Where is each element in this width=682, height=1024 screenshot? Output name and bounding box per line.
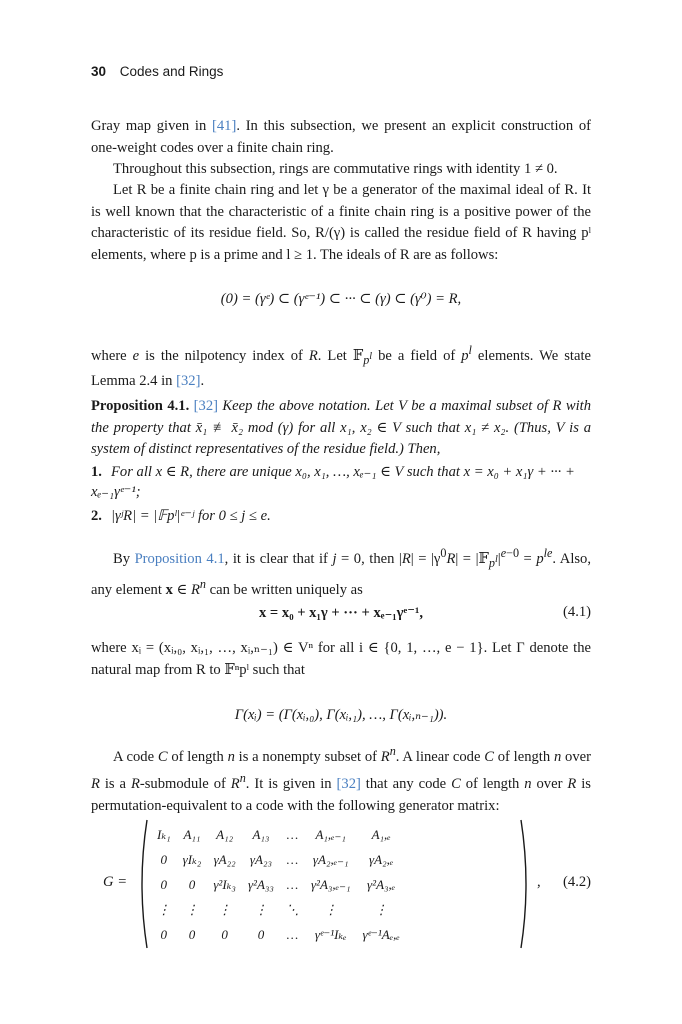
running-title: Codes and Rings — [119, 64, 224, 79]
equation-number-4-2: (4.2) — [563, 874, 591, 890]
matrix-cell: γ²A₃,ₑ — [367, 876, 396, 892]
matrix-cell: 0 — [188, 926, 196, 942]
matrix-cell: ⋮ — [254, 901, 268, 917]
paragraph-gray-map: Gray map given in [41]. In this subsection, we present an explicit construction of one-weight codes over a finite chain ring. — [91, 118, 591, 156]
matrix-cell: 0 — [221, 926, 228, 942]
matrix-cell: γ²Iₖ₃ — [213, 876, 236, 892]
paragraph-nilpotency: where e is the nilpotency index of R. Let 𝔽$_{p^l}$ be a field of $p^l$ elements. We state Lemma 2.4 in [32]. — [91, 343, 591, 390]
proposition-4-1 — [91, 396, 591, 461]
matrix-cell: ⋮ — [324, 901, 338, 917]
proposition-link[interactable]: Proposition 4.1 — [134, 550, 225, 567]
generator-matrix — [91, 818, 591, 948]
matrix-cell: γA₂,ₑ₋₁ — [312, 851, 349, 867]
matrix-cell: Iₖ₁ — [157, 826, 171, 842]
equation-gamma: Γ(xᵢ) = (Γ(xᵢ,₀), Γ(xᵢ,₁), …, Γ(xᵢ,ₙ₋₁)). — [234, 707, 448, 723]
matrix-cell: … — [286, 826, 299, 842]
matrix-cell: γ²A₃,ₑ₋₁ — [310, 876, 351, 892]
matrix-cell: 0 — [160, 876, 168, 892]
page-number: 30 — [91, 64, 107, 79]
paragraph-codes: A code C of length n is a nonempty subset of $R^n$. A linear code C of length n over R is a R-submodule of $R^n$. It is given in [32] that any code C of length n over R is permutation-equivalent to a code with the following generator matrix: — [91, 744, 591, 814]
matrix-cell: γIₖ₂ — [182, 851, 202, 867]
proposition-statement: Keep the above notation. Let V be a maximal subset of R with the property that x̄₁ ≢ x̄₂ mod (γ) for all x₁, x₂ ∈ V such that x₁ ≠ x₂. (Thus, V is a system of distinct representatives of the residue field.) Then, — [91, 398, 591, 457]
matrix-cell: γᵉ⁻¹Iₖₑ — [314, 926, 347, 942]
matrix-table — [151, 822, 406, 947]
equation-4-1: x = x₀ + x₁γ + ··· + xₑ₋₁γᵉ⁻¹, (4.1) — [258, 604, 591, 621]
citation-32[interactable]: [32] — [176, 373, 201, 390]
matrix-cell: γA₂₂ — [213, 851, 236, 867]
proposition-citation[interactable]: [32] — [193, 398, 218, 414]
running-header — [91, 64, 223, 79]
matrix-cell: 0 — [160, 926, 168, 942]
matrix-cell: γA₂,ₑ — [369, 851, 394, 867]
paragraph-gamma-map: where xᵢ = (xᵢ,₀, xᵢ,₁, …, xᵢ,ₙ₋₁) ∈ Vⁿ for all i ∈ {0, 1, …, e − 1}. Let Γ denote the natural map from R to 𝔽ⁿpˡ such that — [91, 640, 591, 678]
matrix-cell: … — [286, 851, 299, 867]
equation-number-4-1: (4.1) — [563, 604, 591, 620]
matrix-row — [151, 872, 406, 897]
matrix-cell: γ²A₃₃ — [247, 876, 274, 892]
citation-32-b[interactable]: [32] — [336, 776, 361, 793]
paragraph-cardinality: By Proposition 4.1, it is clear that if j = 0, then $|R| = |\gamma^0R|$ = $|𝔽_{p^l}|^{e-0} = p^{le}$. Also, any element x ∈ $R^n$ can be written uniquely as — [91, 546, 591, 599]
paragraph-rings-convention: Throughout this subsection, rings are commutative rings with identity 1 ≠ 0. — [113, 161, 558, 177]
matrix-cell: … — [286, 926, 299, 942]
matrix-cell: A₁₃ — [252, 826, 270, 842]
matrix-cell: A₁,ₑ₋₁ — [315, 826, 346, 842]
matrix-cell: … — [286, 876, 299, 892]
matrix-comma: , — [537, 874, 541, 890]
matrix-cell: γA₂₃ — [249, 851, 272, 867]
matrix-row — [151, 822, 406, 847]
paragraph-chain-ring: Let R be a finite chain ring and let γ be a generator of the maximal ideal of R. It is well known that the characteristic of a finite chain ring is a positive power of the characteristic of its residue field. So, R/(γ) is called the residue field of R having pˡ elements, where p is a prime and l ≥ 1. The ideals of R are as follows: — [91, 182, 591, 263]
matrix-cell: A₁₁ — [183, 826, 201, 842]
matrix-label: G = — [103, 874, 128, 890]
citation-41[interactable]: [41] — [211, 118, 237, 134]
matrix-cell: ⋮ — [218, 901, 232, 917]
matrix-row — [151, 847, 406, 872]
matrix-row — [151, 897, 406, 922]
matrix-cell: A₁₂ — [216, 826, 234, 842]
matrix-cell: 0 — [160, 851, 168, 867]
matrix-cell: 0 — [188, 876, 196, 892]
matrix-cell: ⋮ — [374, 901, 388, 917]
matrix-cell: γᵉ⁻¹Aₑ,ₑ — [362, 926, 400, 942]
proposition-item-1: 1. For all x ∈ R, there are unique x₀, x₁, …, xₑ₋₁ ∈ V such that x = x₀ + x₁γ + ··· + xₑ₋₁γᵉ⁻¹; — [91, 464, 575, 500]
matrix-cell: 0 — [257, 926, 265, 942]
proposition-label: Proposition 4.1. — [91, 398, 190, 414]
matrix-cell: A₁,ₑ — [371, 826, 391, 842]
matrix-cell: ⋮ — [185, 901, 199, 917]
matrix-row — [151, 922, 406, 947]
right-paren — [519, 818, 533, 950]
equation-ideal-chain: (0) = (γᵉ) ⊂ (γᵉ⁻¹) ⊂ ··· ⊂ (γ) ⊂ (γ⁰) = R, — [220, 291, 462, 307]
matrix-cell: ⋱ — [285, 901, 299, 917]
proposition-item-2: 2. |γʲR| = |𝔽pˡ|ᵉ⁻ʲ for 0 ≤ j ≤ e. — [91, 508, 271, 524]
left-paren — [135, 818, 149, 950]
matrix-cell: ⋮ — [157, 901, 171, 917]
